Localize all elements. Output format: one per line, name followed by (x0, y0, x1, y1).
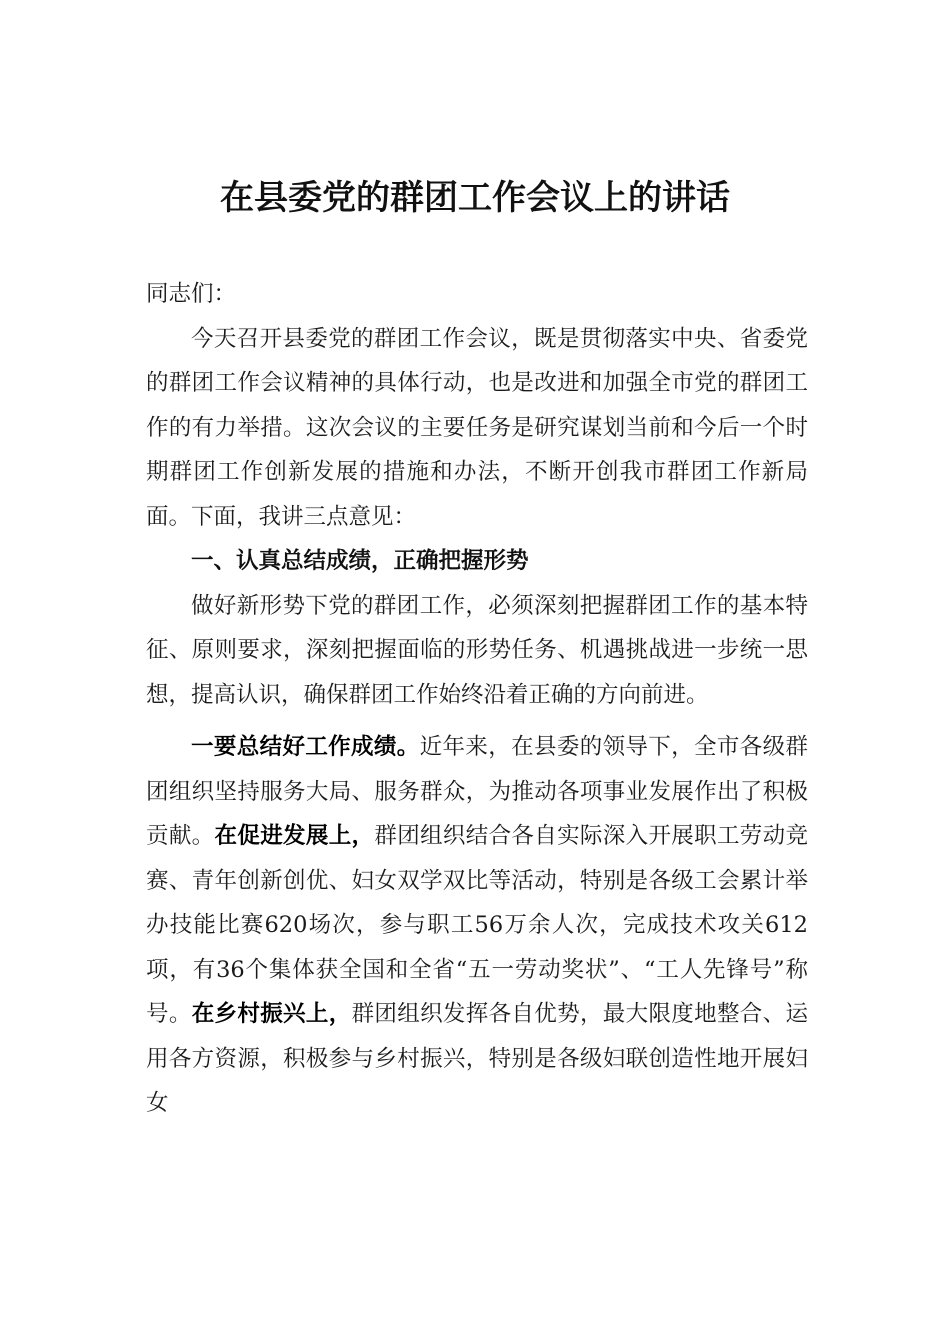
section-1-paragraph: 做好新形势下党的群团工作，必须深刻把握群团工作的基本特征、原则要求，深刻把握面临的形势任务、机遇挑战进一步统一思想，提高认识，确保群团工作始终沿着正确的方向前进。 (146, 592, 808, 708)
point-1-text-1: 近年来，在县委的领导下，全市各级群团组织坚持服务大局、服务群众，为推动各项事业发展作出了积极贡献。 (146, 734, 808, 849)
section-1-heading: 一、认真总结成绩，正确把握形势 (191, 548, 529, 574)
point-1-lead: 一要总结好工作成绩。 (191, 734, 420, 760)
point-1-paragraph (146, 725, 808, 1126)
point-1-text-2: 群团组织结合各自实际深入开展职工劳动竞赛、青年创新创优、妇女双学双比等活动，特别是各级工会累计举办技能比赛620场次，参与职工56万余人次，完成技术攻关612项，有36个集体获全国和全省“五一劳动奖状”、“工人先锋号”称号。 (146, 823, 808, 1027)
salutation: 同志们： (146, 281, 237, 307)
document-title: 在县委党的群团工作会议上的讲话 (220, 178, 730, 218)
point-1-sub-1-lead: 在促进发展上， (214, 823, 375, 849)
point-1-sub-2-lead: 在乡村振兴上， (191, 1001, 352, 1027)
intro-paragraph: 今天召开县委党的群团工作会议，既是贯彻落实中央、省委党的群团工作会议精神的具体行动，也是改进和加强全市党的群团工作的有力举措。这次会议的主要任务是研究谋划当前和今后一个时期群团工作创新发展的措施和办法，不断开创我市群团工作新局面。下面，我讲三点意见： (146, 325, 808, 530)
document-body (146, 272, 808, 1126)
point-1-text-3: 群团组织发挥各自优势，最大限度地整合、运用各方资源，积极参与乡村振兴，特别是各级妇联创造性地开展妇女 (146, 1001, 808, 1116)
